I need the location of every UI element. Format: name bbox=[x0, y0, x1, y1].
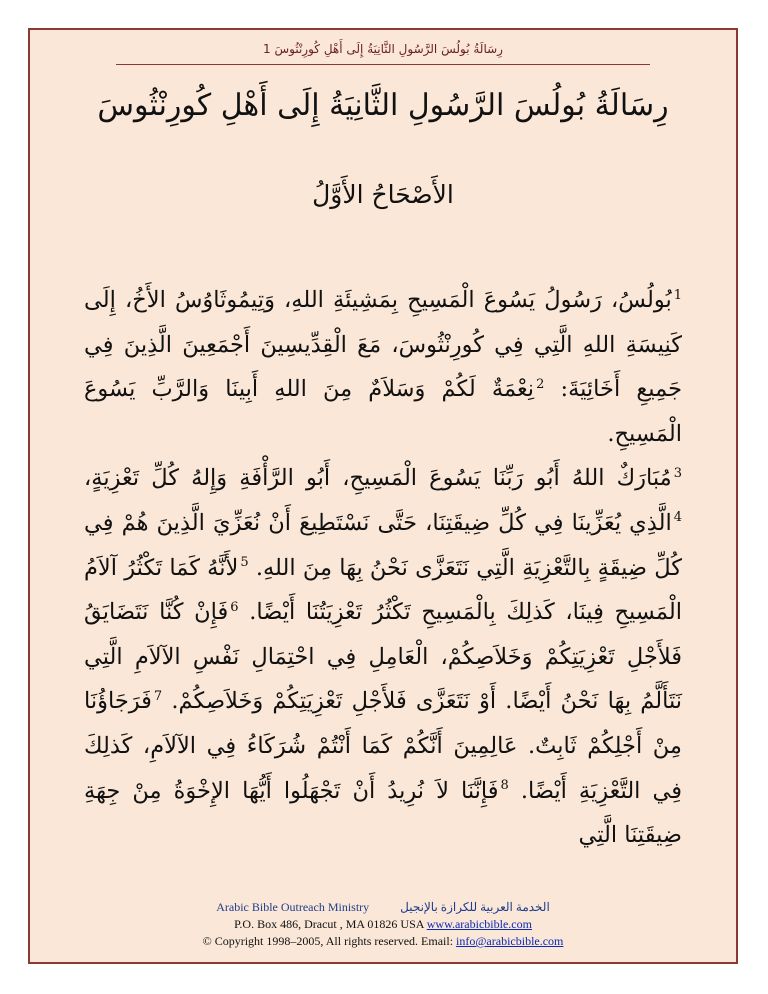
verse-text: فَرَجَاؤُنَا مِنْ أَجْلِكُمْ ثَابِتٌ. عَالِمِينَ أَنَّكُمْ كَمَا أَنْتُمْ شُرَكَاءُ فِي الآلاَمِ، كَذلِكَ فِي التَّعْزِيَةِ أَيْضًا. bbox=[84, 688, 682, 804]
verse-text: بُولُسُ، رَسُولُ يَسُوعَ الْمَسِيحِ بِمَشِيئَةِ اللهِ، وَتِيمُوثَاوُسُ الأَخُ، إِلَى كَنِيسَةِ اللهِ الَّتِي فِي كُورِنْثُوسَ، مَعَ الْقِدِّيسِينَ أَجْمَعِينَ الَّذِينَ فِي جَمِيعِ أَخَائِيَةَ: bbox=[84, 287, 682, 403]
verse-text: الَّذِي يُعَزِّينَا فِي كُلِّ ضِيقَتِنَا، حَتَّى نَسْتَطِيعَ أَنْ نُعَزِّيَ الَّذِينَ هُمْ فِي كُلِّ ضِيقَةٍ بِالتَّعْزِيَةِ الَّتِي نَتَعَزَّى نَحْنُ بِهَا مِنَ اللهِ. bbox=[84, 509, 682, 581]
verse-number: 5 bbox=[240, 555, 249, 571]
header-divider bbox=[116, 64, 650, 65]
page bbox=[28, 28, 738, 964]
verse bbox=[84, 465, 682, 491]
book-title: رِسَالَةُ بُولُسَ الرَّسُولِ الثَّانِيَةُ إِلَى أَهْلِ كُورِنْثُوسَ bbox=[97, 88, 669, 123]
chapter-title: الأَصْحَاحُ الأَوَّلُ bbox=[312, 180, 454, 209]
postal-address: P.O. Box 486, Dracut , MA 01826 USA bbox=[234, 917, 424, 931]
verse-number: 1 bbox=[673, 287, 682, 303]
email-link[interactable]: info@arabicbible.com bbox=[456, 934, 564, 948]
copyright-text: © Copyright 1998–2005, All rights reserved. Email: bbox=[202, 934, 454, 948]
verse-text: فَإِنْ كُنَّا نَتَضَايَقُ فَلأَجْلِ تَعْزِيَتِكُمْ وَخَلاَصِكُمْ، الْعَامِلِ فِي احْتِمَالِ نَفْسِ الآلاَمِ الَّتِي نَتَأَلَّمُ بِهَا نَحْنُ أَيْضًا. أَوْ نَتَعَزَّى فَلأَجْلِ تَعْزِيَتِكُمْ وَخَلاَصِكُمْ. bbox=[84, 599, 682, 715]
footer bbox=[30, 899, 736, 950]
running-header: رِسَالَةُ بُولُسَ الرَّسُولِ الثَّانِيَةُ إِلَى أَهْلِ كُورِنْثُوسَ 1 bbox=[263, 42, 503, 56]
website-link[interactable]: www.arabicbible.com bbox=[426, 917, 532, 931]
scripture-text bbox=[84, 278, 682, 858]
verse-number: 4 bbox=[673, 510, 682, 526]
verse-number: 2 bbox=[536, 376, 545, 392]
footer-org bbox=[30, 899, 736, 916]
verse-text: فَإِنَّنَا لاَ نُرِيدُ أَنْ تَجْهَلُوا أَيُّهَا الإِخْوَةُ مِنْ جِهَةِ ضِيقَتِنَا الَّتِي bbox=[84, 777, 682, 849]
footer-address-line bbox=[30, 916, 736, 933]
org-name-english: Arabic Bible Outreach Ministry bbox=[216, 900, 370, 914]
footer-copyright-line bbox=[30, 933, 736, 950]
verse-number: 7 bbox=[153, 688, 163, 704]
verse-text: نِعْمَةٌ لَكُمْ وَسَلاَمٌ مِنَ اللهِ أَبِينَا وَالرَّبِّ يَسُوعَ الْمَسِيحِ. bbox=[84, 376, 682, 447]
org-name-arabic: الخدمة العربية للكرازة بالإنجيل bbox=[400, 900, 550, 914]
verse-number: 6 bbox=[230, 599, 239, 615]
verse-text: لأَنَّهُ كَمَا تَكْثُرُ آلاَمُ الْمَسِيحِ فِينَا، كَذلِكَ بِالْمَسِيحِ تَكْثُرُ تَعْزِيَتُنَا أَيْضًا. bbox=[84, 554, 682, 626]
verse-number: 3 bbox=[673, 465, 682, 481]
verse-text: مُبَارَكٌ اللهُ أَبُو رَبِّنَا يَسُوعَ الْمَسِيحِ، أَبُو الرَّأْفَةِ وَإِلهُ كُلِّ تَعْزِيَةٍ، bbox=[84, 465, 672, 492]
verse-number: 8 bbox=[500, 778, 509, 794]
